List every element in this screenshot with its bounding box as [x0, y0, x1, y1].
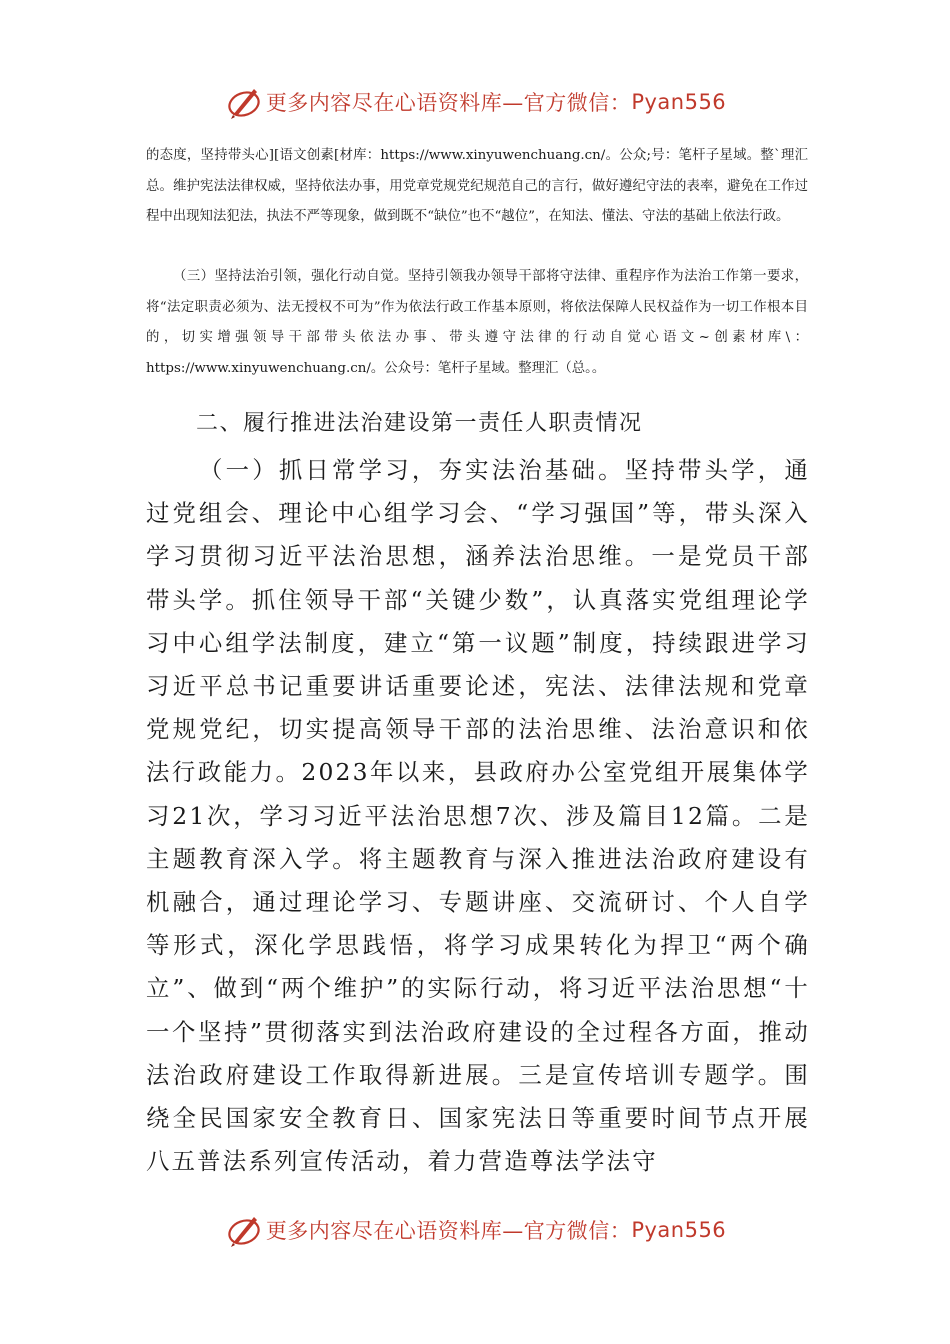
- quill-pen-logo-icon: [224, 82, 264, 122]
- paragraph-text: （一）抓日常学习，夯实法治基础。坚持带头学，通过党组会、理论中心组学习会、“学习强国”等，带头深入学习贯彻习近平法治思想，涵养法治思维。一是党员干部带头学。抓住领导干部“关键少数”，认真落实党组理论学习中心组学法制度，建立“第一议题”制度，持续跟进学习习近平总书记重要讲话重要论述，宪法、法律法规和党章党规党纪，切实提高领导干部的法治思维、法治意识和依法行政能力。2023年以来，县政府办公室党组开展集体学习21次，学习习近平法治思想7次、涉及篇目12篇。二是主题教育深入学。将主题教育与深入推进法治政府建设有机融合，通过理论学习、专题讲座、交流研讨、个人自学等形式，深化学思践悟，将学习成果转化为捍卫“两个确立”、做到“两个维护”的实际行动，将习近平法治思想“十一个坚持”贯彻落实到法治政府建设的全过程各方面，推动法治政府建设工作取得新进展。三是宣传培训专题学。围绕全民国家安全教育日、国家宪法日等重要时间节点开展八五普法系列宣传活动，着力营造尊法学法守: [146, 456, 810, 1176]
- body-paragraph: [146, 449, 810, 1183]
- section-heading: 二、履行推进法治建设第一责任人职责情况: [196, 411, 643, 436]
- footer-banner: [0, 1208, 950, 1252]
- quill-pen-logo-icon: [224, 1210, 264, 1250]
- banner-wechat-id: Pyan556: [631, 1218, 727, 1242]
- banner-text: 更多内容尽在心语资料库—官方微信：: [265, 1219, 632, 1243]
- small-paragraph-1: [146, 141, 808, 233]
- banner-text: 更多内容尽在心语资料库—官方微信：: [265, 91, 632, 115]
- banner-wechat-id: Pyan556: [631, 90, 727, 114]
- header-banner: [0, 80, 950, 124]
- small-paragraph-2: [146, 262, 808, 384]
- paragraph-text: 的态度，坚持带头心][语文创素[材库：https://www.xinyuwenchuang.cn/。公众;号：笔杆子星域。整`理汇总。维护宪法法律权威，坚持依法办事，用党章党规党纪规范自己的言行，做好遵纪守法的表率，避免在工作过程中出现知法犯法，执法不严等现象，做到既不“缺位”也不“越位”，在知法、懂法、守法的基础上依法行政。: [146, 148, 808, 224]
- paragraph-text: （三）坚持法治引领，强化行动自觉。坚持引领我办领导干部将守法律、重程序作为法治工作第一要求，将“法定职责必须为、法无授权不可为”作为依法行政工作基本原则，将依法保障人民权益作为一切工作根本目的，切实增强领导干部带头依法办事、带头遵守法律的行动自觉心语文~创素材库\：https://www.xinyuwenchuang.cn/。公众号：笔杆子星域。整理汇（总。。: [146, 269, 808, 376]
